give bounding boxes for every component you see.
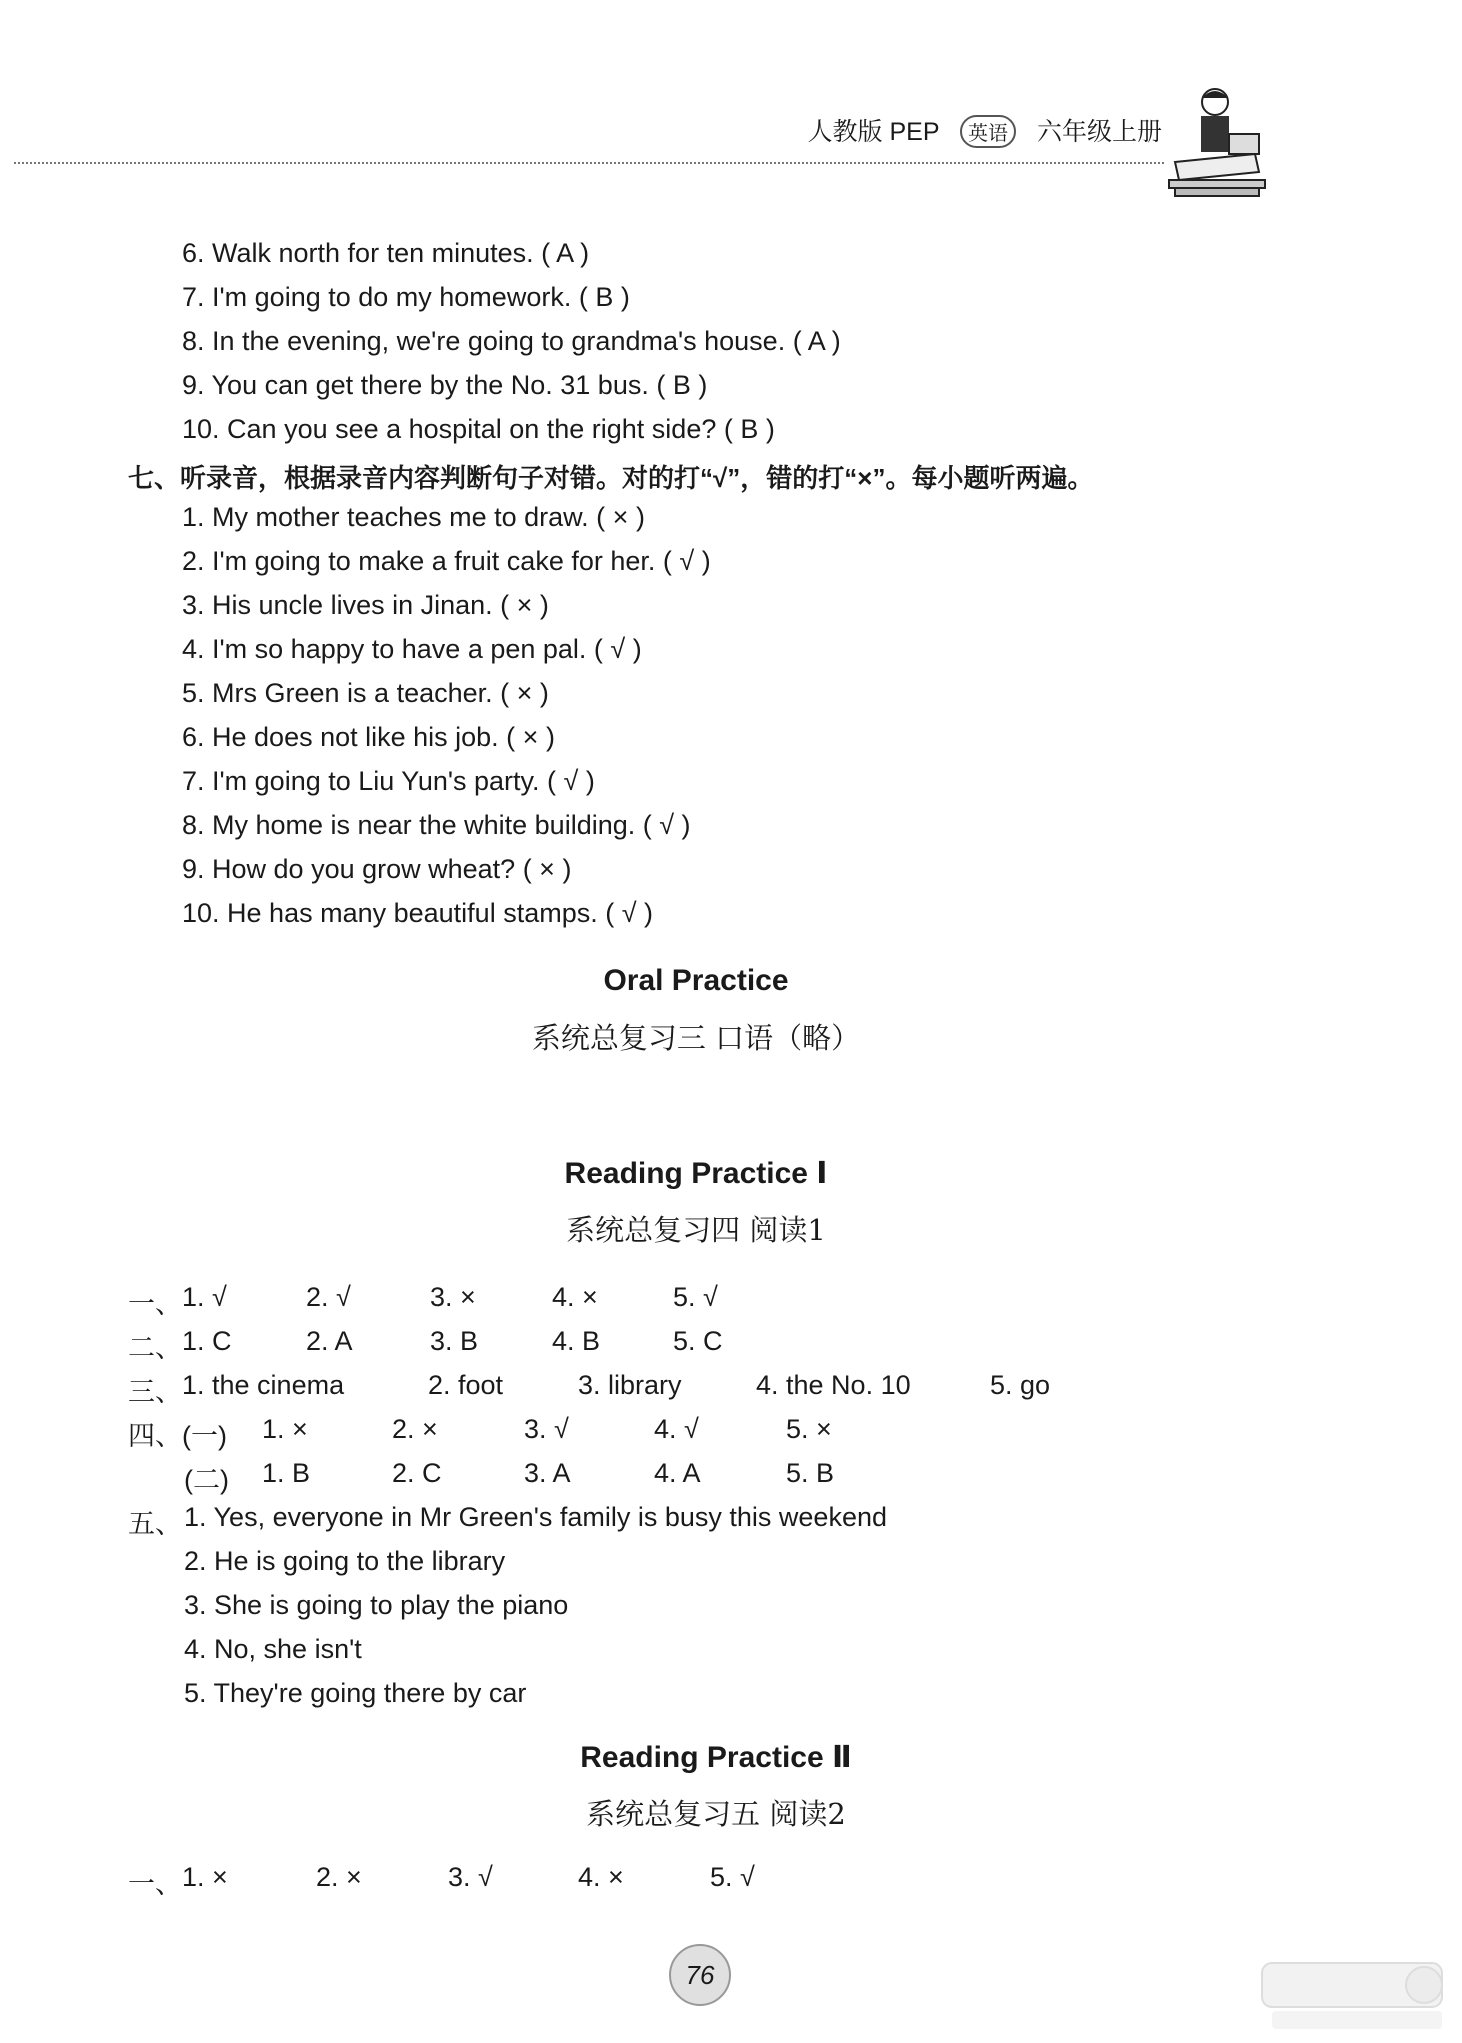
answer-line: 5. They're going there by car [184,1678,527,1708]
row-label: 一、 [128,1869,182,1899]
answer-cell: 3. × [430,1282,476,1312]
answer-cell: 4. A [654,1458,701,1488]
answer-cell: 4. √ [654,1414,699,1444]
answer-cell: 2. × [392,1414,438,1444]
answer-line: 8. My home is near the white building. ( √ ) [182,810,691,840]
answer-cell: 4. × [578,1862,624,1892]
answer-line: 1. Yes, everyone in Mr Green's family is busy this weekend [184,1502,887,1532]
row-label: (二) [184,1465,229,1495]
answer-cell: 2. √ [306,1282,351,1312]
answer-line: 8. In the evening, we're going to grandma's house. ( A ) [182,326,841,356]
answer-cell: 5. √ [673,1282,718,1312]
answer-cell: 5. go [990,1370,1051,1400]
answer-line: 1. My mother teaches me to draw. ( × ) [182,502,645,532]
answer-line: 3. His uncle lives in Jinan. ( × ) [182,590,549,620]
section-subtitle: 系统总复习五 阅读2 [586,1797,846,1831]
row-label: 一、 [128,1289,182,1319]
edition-label: 人教版 PEP [807,118,940,146]
subject-badge: 英语 [960,115,1016,148]
section-subtitle: 系统总复习三 口语（略） [531,1021,861,1055]
answer-cell: 1. the cinema [182,1370,345,1400]
page-number: 76 [669,1944,731,2006]
answer-cell: 2. C [392,1458,442,1488]
page-header [0,0,1462,180]
answer-cell: 1. × [182,1862,228,1892]
row-label: 四、(一) [128,1421,227,1451]
answer-cell: 3. B [430,1326,479,1356]
section-subtitle: 系统总复习四 阅读1 [566,1213,826,1247]
answer-line: 7. I'm going to Liu Yun's party. ( √ ) [182,766,595,796]
answer-cell: 1. × [262,1414,308,1444]
answer-cell: 1. C [182,1326,232,1356]
header-divider [14,162,1164,164]
answer-line: 6. Walk north for ten minutes. ( A ) [182,238,590,268]
student-reading-icon [1155,82,1275,202]
section-title: Reading Practice Ⅱ [580,1741,852,1774]
answer-line: 3. She is going to play the piano [184,1590,569,1620]
answer-cell: 4. × [552,1282,598,1312]
answer-cell: 5. √ [710,1862,755,1892]
answer-line: 7. I'm going to do my homework. ( B ) [182,282,630,312]
answer-line: 4. I'm so happy to have a pen pal. ( √ ) [182,634,642,664]
answer-cell: 3. A [524,1458,571,1488]
answer-cell: 3. √ [448,1862,493,1892]
answer-cell: 5. C [673,1326,723,1356]
answer-cell: 5. B [786,1458,835,1488]
answer-line: 9. You can get there by the No. 31 bus. ( B ) [182,370,708,400]
row-label: 五、 [128,1509,182,1539]
answer-cell: 1. B [262,1458,311,1488]
answer-cell: 4. B [552,1326,601,1356]
answer-line: 10. Can you see a hospital on the right side? ( B ) [182,414,775,444]
answer-line: 10. He has many beautiful stamps. ( √ ) [182,898,654,928]
answer-cell: 4. the No. 10 [756,1370,911,1400]
answer-cell: 3. √ [524,1414,569,1444]
answer-line: 6. He does not like his job. ( × ) [182,722,555,752]
section-title: Reading Practice Ⅰ [564,1157,828,1190]
answer-cell: 3. library [578,1370,682,1400]
answer-line: 5. Mrs Green is a teacher. ( × ) [182,678,549,708]
answer-cell: 2. A [306,1326,353,1356]
header-text [794,112,1162,148]
answer-cell: 2. × [316,1862,362,1892]
answer-line: 2. I'm going to make a fruit cake for her. ( √ ) [182,546,711,576]
grade-label: 六年级上册 [1036,118,1162,146]
answer-line: 4. No, she isn't [184,1634,362,1664]
answer-line: 2. He is going to the library [184,1546,506,1576]
section-title: Oral Practice [603,964,789,997]
row-label: 三、 [128,1377,182,1407]
answer-cell: 1. √ [182,1282,227,1312]
section-instruction: 七、听录音，根据录音内容判断句子对错。对的打“√”，错的打“×”。每小题听两遍。 [128,463,1094,493]
row-label: 二、 [128,1333,182,1363]
watermark-logo-icon [1252,1955,1452,2035]
answer-line: 9. How do you grow wheat? ( × ) [182,854,572,884]
answer-cell: 2. foot [428,1370,504,1400]
answer-cell: 5. × [786,1414,832,1444]
